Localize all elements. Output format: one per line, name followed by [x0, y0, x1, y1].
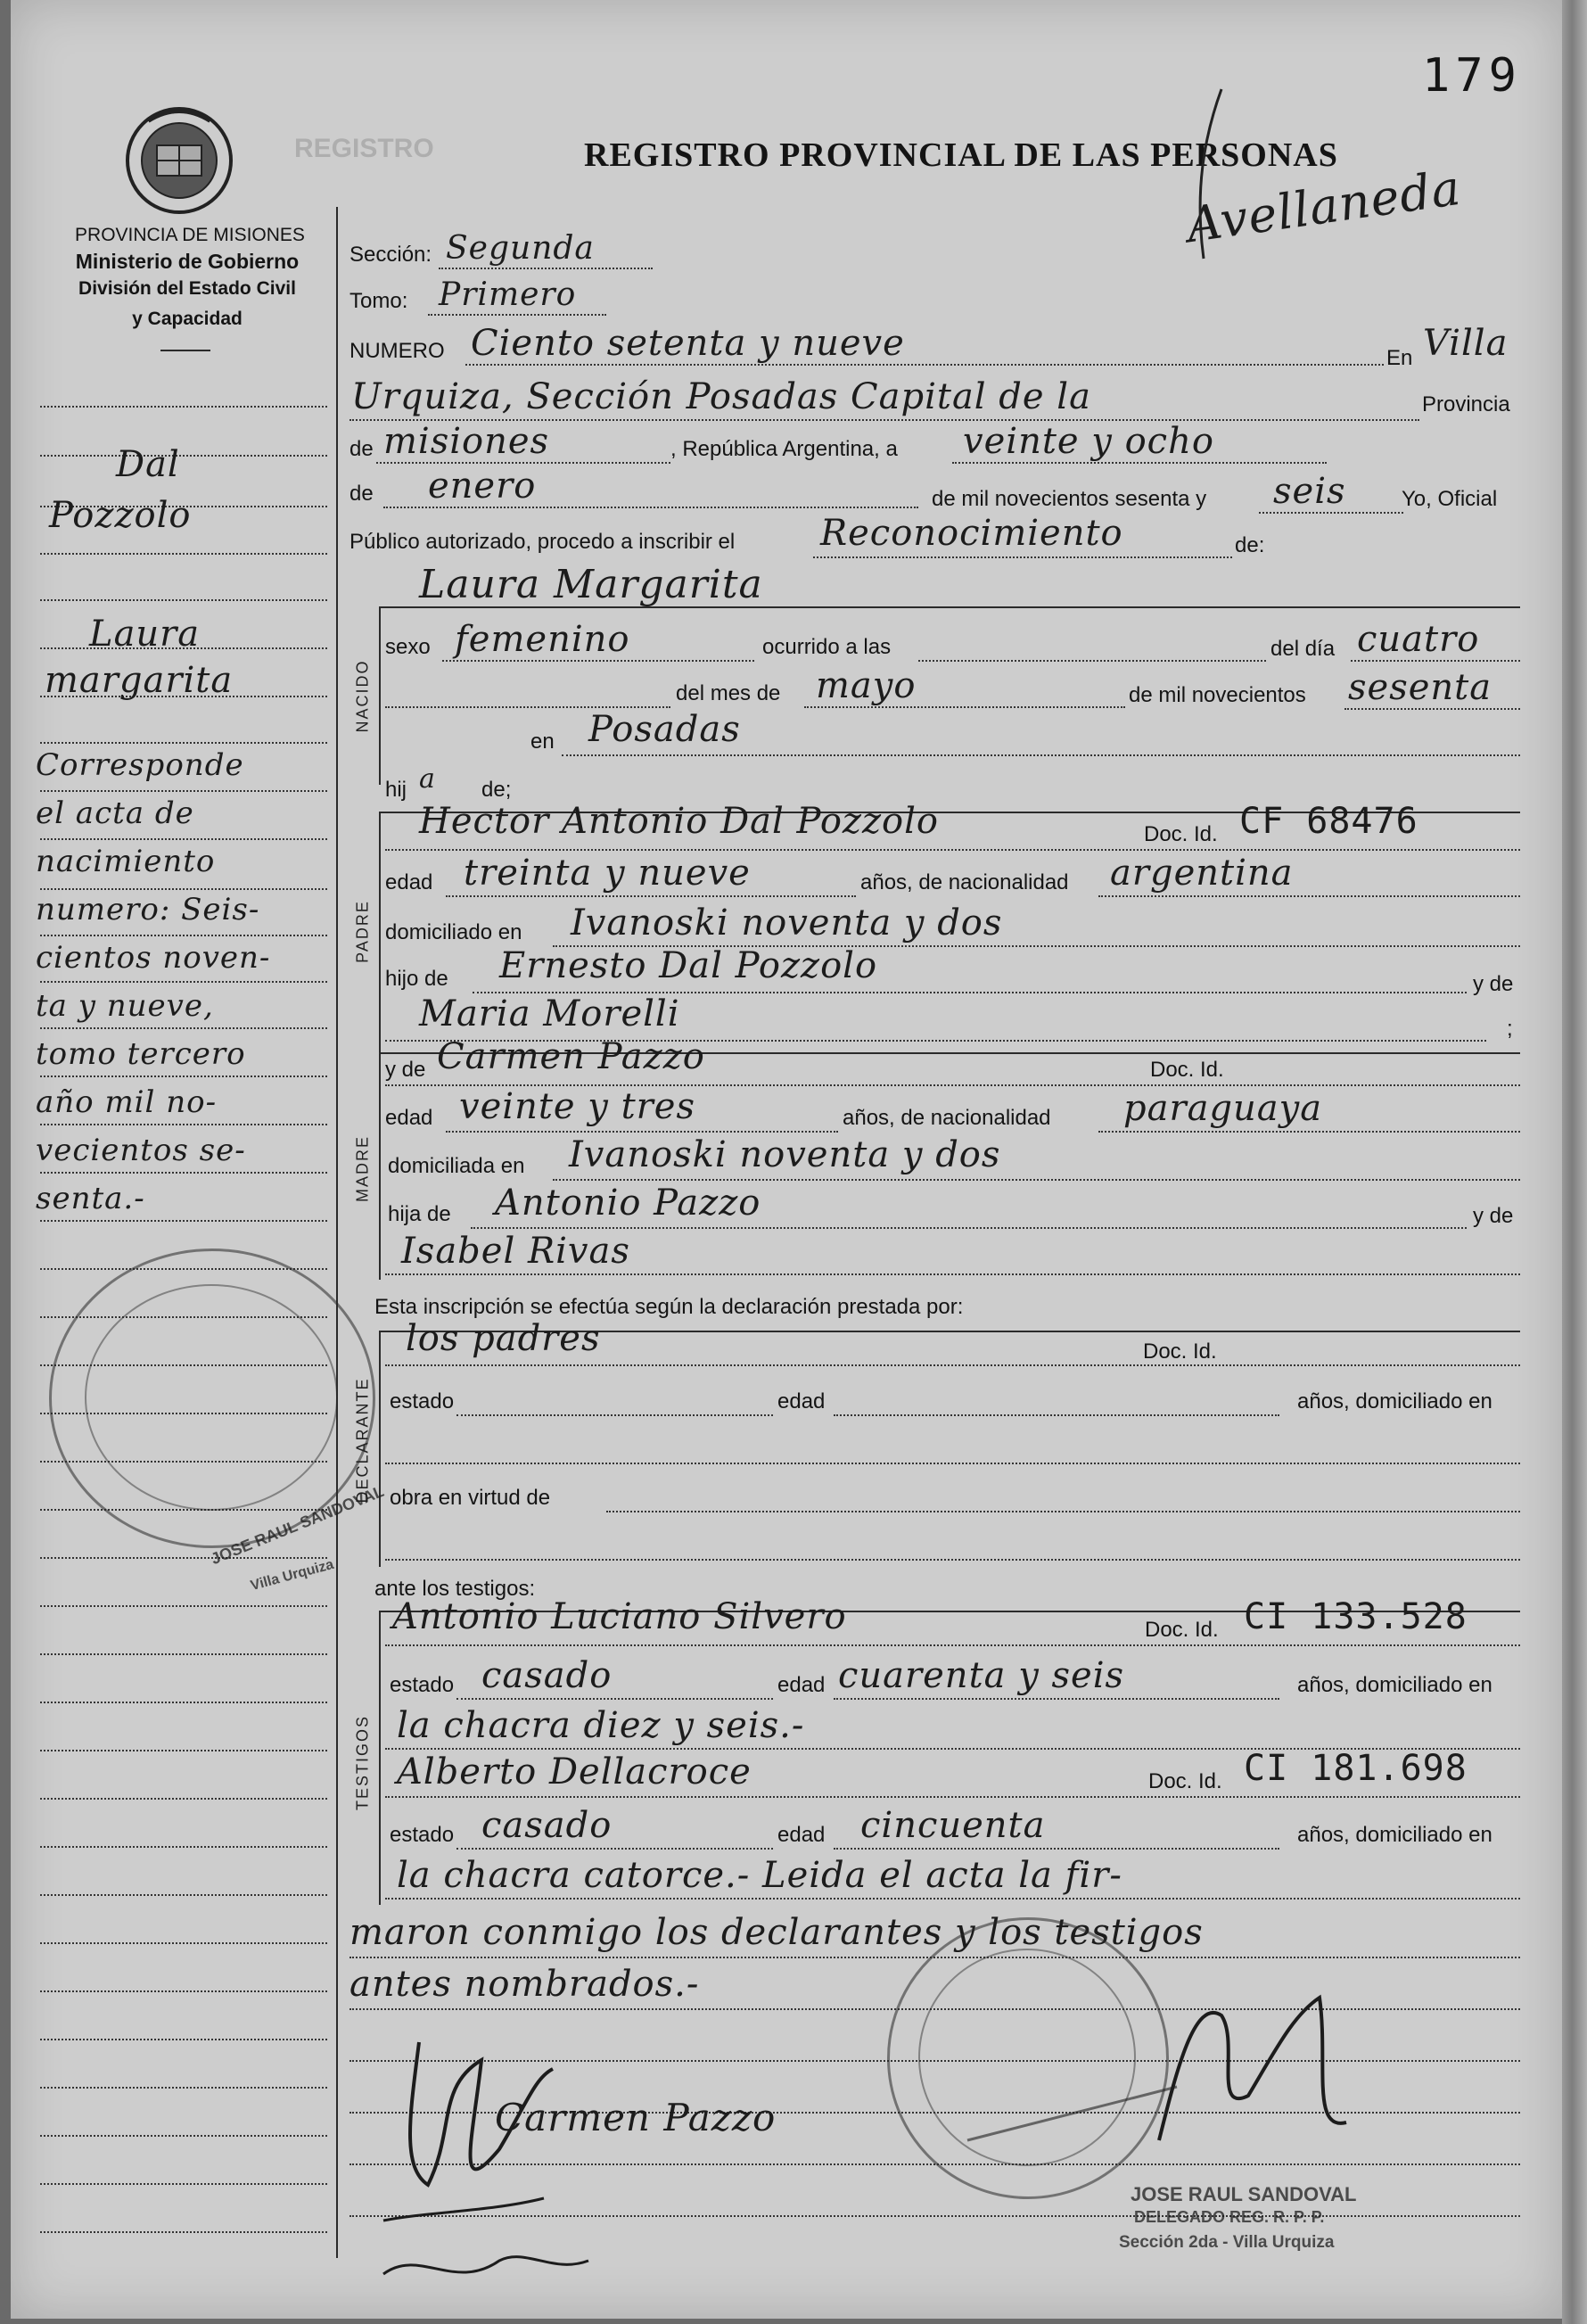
margin-ruled-line	[40, 1653, 327, 1655]
margin-note-line: tomo tercero	[36, 1036, 246, 1072]
value-madre-edad: veinte y tres	[459, 1086, 695, 1127]
label-madre-y-de-2: y de	[1473, 1204, 1514, 1228]
value-testigo2-edad: cincuenta	[860, 1805, 1046, 1846]
value-padre-nombre: Hector Antonio Dal Pozzolo	[419, 801, 940, 842]
dots	[376, 462, 670, 464]
dots	[834, 1414, 1279, 1416]
label-publico: Público autorizado, procedo a inscribir el	[349, 530, 736, 554]
label-padre: PADRE	[353, 900, 372, 963]
value-padre-madre: Maria Morelli	[419, 993, 680, 1034]
value-anio-inscripcion: seis	[1273, 471, 1346, 512]
dots	[385, 849, 1520, 851]
dots	[804, 706, 1125, 708]
dots	[918, 660, 1266, 662]
seal-left-name: JOSE RAUL SANDOVAL	[208, 1481, 387, 1569]
margin-surname-2: Pozzolo	[49, 495, 192, 536]
label-nacido: NACIDO	[353, 659, 372, 733]
value-testigo2: Alberto Dellacroce	[397, 1751, 752, 1792]
margin-ruled-line	[40, 1124, 327, 1125]
document-title: REGISTRO PROVINCIAL DE LAS PERSONAS	[584, 136, 1338, 174]
block-rule	[379, 812, 381, 1052]
province-emblem	[121, 103, 237, 223]
label-testigo2-doc: Doc. Id.	[1148, 1769, 1222, 1793]
value-numero: Ciento setenta y nueve	[471, 323, 905, 364]
margin-ruled-line	[40, 1075, 327, 1077]
issuer-division: División del Estado Civil	[78, 278, 296, 299]
page-number: 179	[1422, 49, 1522, 103]
margin-ruled-line	[40, 790, 327, 792]
label-madre-y-de: y de	[385, 1058, 426, 1082]
margin-ruled-line	[40, 888, 327, 890]
label-de-colon: de:	[1235, 533, 1265, 557]
value-madre-padre: Antonio Pazzo	[495, 1183, 761, 1224]
dots	[456, 1848, 773, 1850]
margin-ruled-line	[40, 1702, 327, 1703]
dots	[834, 1848, 1279, 1850]
dots	[385, 1898, 1520, 1900]
label-testigo1-edad: edad	[777, 1673, 826, 1697]
margin-ruled-line	[40, 406, 327, 408]
margin-note-line: el acta de	[36, 795, 194, 831]
dots	[383, 507, 918, 508]
value-en-lugar: Villa	[1423, 323, 1509, 364]
margin-ruled-line	[40, 455, 327, 457]
value-mes-nac: mayo	[816, 665, 917, 706]
value-mes-inscripcion: enero	[428, 466, 537, 507]
label-testigo1-doc: Doc. Id.	[1145, 1618, 1219, 1642]
dots	[813, 556, 1232, 558]
value-tomo: Primero	[439, 276, 577, 313]
dots	[553, 1179, 1520, 1181]
value-padre-edad: treinta y nueve	[464, 853, 751, 894]
issuer-rule	[160, 350, 210, 351]
dots	[952, 462, 1327, 464]
issuer-division-2: y Capacidad	[132, 309, 243, 329]
label-padre-edad: edad	[385, 870, 433, 894]
label-hijo: hij	[385, 778, 407, 802]
margin-ruled-line	[40, 1557, 327, 1559]
margin-ruled-line	[40, 1990, 327, 1992]
label-declarante: DECLARANTE	[353, 1377, 372, 1504]
dots	[385, 1463, 1520, 1464]
block-rule	[379, 606, 381, 785]
label-padre-domicilio: domiciliado en	[385, 920, 522, 944]
value-madre-nombre: Carmen Pazzo	[437, 1036, 705, 1077]
dots	[385, 1644, 1520, 1646]
margin-ruled-line	[40, 1750, 327, 1751]
margin-ruled-line	[40, 1798, 327, 1800]
dots	[456, 1698, 773, 1700]
margin-ruled-line	[40, 1894, 327, 1896]
margin-given-1: Laura	[89, 614, 201, 655]
label-madre: MADRE	[353, 1135, 372, 1203]
value-nombre: Laura Margarita	[419, 562, 763, 607]
margin-ruled-line	[40, 742, 327, 744]
margin-surname-1: Dal	[116, 444, 180, 485]
label-del-dia: del día	[1270, 637, 1336, 661]
label-en: En	[1386, 346, 1413, 370]
value-testigo2-doc: CI 181.698	[1244, 1748, 1468, 1789]
label-del-mes: del mes de	[676, 681, 781, 705]
value-madre-madre: Isabel Rivas	[401, 1231, 630, 1272]
margin-ruled-line	[40, 2087, 327, 2089]
dots	[465, 364, 1384, 366]
margin-note-line: numero: Seis-	[36, 892, 260, 927]
label-declarante-edad: edad	[777, 1389, 826, 1413]
value-padre-padre: Ernesto Dal Pozzolo	[499, 945, 878, 986]
margin-note-line: nacimiento	[36, 844, 216, 879]
bleed-through-text: REGISTRO	[294, 134, 434, 163]
value-testigo2-domicilio: la chacra catorce.- Leida el acta la fir-	[397, 1855, 1122, 1896]
section-rule	[379, 606, 1520, 608]
value-seccion: Segunda	[446, 230, 595, 267]
label-sexo: sexo	[385, 635, 431, 659]
margin-ruled-line	[40, 2183, 327, 2185]
margin-ruled-line	[40, 1027, 327, 1029]
label-declarante-estado: estado	[390, 1389, 455, 1413]
value-testigo1-estado: casado	[481, 1655, 613, 1696]
label-testigo2-anos: años, domiciliado en	[1297, 1823, 1492, 1847]
dots	[442, 660, 754, 662]
dots	[1098, 895, 1520, 897]
stamp-official-name: JOSE RAUL SANDOVAL	[1131, 2183, 1357, 2205]
margin-ruled-line	[40, 1942, 327, 1944]
value-hijo-suffix: a	[419, 763, 436, 795]
dots	[385, 1273, 1520, 1275]
block-rule	[379, 1331, 381, 1567]
margin-note-line: año mil no-	[36, 1084, 218, 1120]
issuer-province: PROVINCIA DE MISIONES	[75, 225, 305, 245]
signature-stroke	[1186, 85, 1239, 263]
label-de-mes: de	[349, 482, 374, 506]
value-anio-nac: sesenta	[1348, 667, 1492, 708]
label-ocurrido: ocurrido a las	[762, 635, 892, 659]
label-de-punto: de;	[481, 778, 512, 802]
dots	[1098, 1131, 1520, 1133]
value-cierre-2: antes nombrados.-	[349, 1964, 700, 2005]
issuer-ministry: Ministerio de Gobierno	[75, 250, 300, 273]
stamp-slash	[963, 2078, 1186, 2149]
label-madre-edad: edad	[385, 1106, 433, 1130]
value-dia-inscripcion: veinte y ocho	[963, 421, 1214, 462]
value-testigo1: Antonio Luciano Silvero	[392, 1596, 847, 1637]
value-testigo1-doc: CI 133.528	[1244, 1596, 1468, 1637]
label-testigo1-anos: años, domiciliado en	[1297, 1673, 1492, 1697]
value-madre-domicilio: Ivanoski noventa y dos	[569, 1134, 1001, 1175]
value-acto: Reconocimiento	[820, 513, 1123, 554]
margin-ruled-line	[40, 1846, 327, 1848]
margin-note-line: ta y nueve,	[36, 988, 214, 1024]
margin-ruled-line	[40, 838, 327, 840]
value-padre-nac: argentina	[1110, 853, 1294, 894]
dots	[446, 1131, 838, 1133]
block-rule	[379, 1052, 381, 1280]
label-de: de	[349, 437, 374, 461]
official-seal-left-inner	[85, 1284, 338, 1511]
dots	[385, 706, 670, 708]
label-testigo2-edad: edad	[777, 1823, 826, 1847]
dots	[385, 1796, 1520, 1798]
value-testigo1-edad: cuarenta y seis	[838, 1655, 1125, 1696]
label-republica: , República Argentina, a	[670, 437, 898, 461]
dots	[385, 1559, 1520, 1561]
value-declarante: los padres	[406, 1318, 601, 1359]
margin-ruled-line	[40, 1172, 327, 1174]
seal-left-place: Villa Urquiza	[249, 1556, 336, 1595]
value-lugar: Urquiza, Sección Posadas Capital de la	[351, 376, 1091, 417]
dots	[428, 314, 606, 316]
value-sexo: femenino	[455, 619, 630, 660]
label-tomo: Tomo:	[349, 289, 408, 313]
value-lugar-nac: Posadas	[588, 709, 741, 750]
label-en-lugar-nac: en	[530, 729, 555, 754]
dots	[606, 1511, 1520, 1512]
label-declarante-doc: Doc. Id.	[1143, 1339, 1217, 1364]
label-numero: NUMERO	[349, 339, 445, 363]
label-semicolon: ;	[1507, 1017, 1513, 1041]
label-madre-nacionalidad: años, de nacionalidad	[843, 1106, 1051, 1130]
margin-ruled-line	[40, 1220, 327, 1222]
margin-note-line: vecientos se-	[36, 1133, 246, 1168]
dots	[1344, 708, 1520, 710]
signature-madre: Carmen Pazzo	[495, 2096, 777, 2139]
value-testigo2-estado: casado	[481, 1805, 613, 1846]
signature-scribble	[348, 2007, 651, 2301]
label-obra: obra en virtud de	[390, 1486, 551, 1510]
label-padre-doc: Doc. Id.	[1144, 822, 1218, 846]
dots	[562, 754, 1520, 756]
dots	[446, 895, 856, 897]
value-provincia: misiones	[383, 421, 550, 462]
label-madre-domicilio: domiciliada en	[388, 1154, 525, 1178]
margin-note-line: Corresponde	[36, 747, 244, 783]
label-de-mil-nac: de mil novecientos	[1129, 683, 1306, 707]
label-testigos: TESTIGOS	[353, 1715, 372, 1811]
label-declarante-anos: años, domiciliado en	[1297, 1389, 1492, 1413]
margin-ruled-line	[40, 935, 327, 936]
value-madre-nac: paraguaya	[1123, 1088, 1323, 1129]
label-padre-y-de: y de	[1473, 972, 1514, 996]
value-cierre-1: maron conmigo los declarantes y los testigos	[349, 1912, 1204, 1953]
margin-ruled-line	[40, 553, 327, 555]
label-de-mil: de mil novecientos sesenta y	[932, 487, 1207, 511]
label-madre-hija-de: hija de	[388, 1202, 451, 1226]
label-madre-doc: Doc. Id.	[1150, 1058, 1224, 1082]
label-provincia: Provincia	[1422, 392, 1510, 416]
value-padre-doc: CF 68476	[1239, 801, 1418, 842]
label-padre-nacionalidad: años, de nacionalidad	[860, 870, 1069, 894]
margin-ruled-line	[40, 2039, 327, 2040]
label-seccion: Sección:	[349, 243, 432, 267]
margin-note-line: cientos noven-	[36, 940, 271, 976]
dots	[471, 1227, 1467, 1229]
header-signature: Avellaneda	[1183, 159, 1465, 254]
stamp-official-title: DELEGADO REG. R. P. P.	[1134, 2208, 1325, 2226]
margin-separator	[336, 207, 338, 2258]
label-padre-hijo-de: hijo de	[385, 967, 448, 991]
label-yo-oficial: Yo, Oficial	[1402, 487, 1498, 511]
label-testigo2-estado: estado	[390, 1823, 455, 1847]
margin-ruled-line	[40, 1605, 327, 1607]
label-testigo1-estado: estado	[390, 1673, 455, 1697]
dots	[385, 1364, 1520, 1366]
margin-ruled-line	[40, 2135, 327, 2137]
value-testigo1-domicilio: la chacra diez y seis.-	[397, 1705, 805, 1746]
page-edge	[1562, 0, 1587, 2324]
stamp-official-section: Sección 2da - Villa Urquiza	[1119, 2233, 1335, 2252]
dots	[834, 1698, 1279, 1700]
value-dia-nac: cuatro	[1357, 619, 1480, 660]
margin-given-2: margarita	[45, 660, 234, 701]
margin-ruled-line	[40, 2231, 327, 2233]
label-esta-inscripcion: Esta inscripción se efectúa según la declaración prestada por:	[374, 1295, 964, 1319]
margin-ruled-line	[40, 981, 327, 983]
value-padre-domicilio: Ivanoski noventa y dos	[571, 902, 1003, 944]
margin-ruled-line	[40, 599, 327, 601]
label-ante: ante los testigos:	[374, 1577, 536, 1601]
dots	[1259, 512, 1403, 514]
dots	[1351, 660, 1520, 662]
dots	[456, 1414, 773, 1416]
margin-note-line: senta.-	[36, 1181, 145, 1216]
block-rule	[379, 1611, 381, 1905]
dots	[439, 268, 653, 269]
